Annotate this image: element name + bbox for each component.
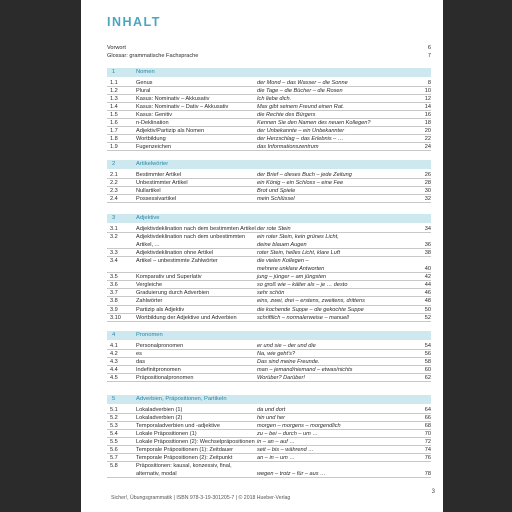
- entry-number: 5.3: [110, 422, 118, 429]
- entry-example: da und dort: [257, 406, 286, 413]
- toc-row[interactable]: [107, 454, 431, 462]
- entry-title: Possessivartikel: [136, 195, 177, 202]
- toc-row[interactable]: [107, 297, 431, 305]
- entry-number: 5.5: [110, 438, 118, 445]
- entry-page: 12: [424, 95, 431, 102]
- toc-row[interactable]: [107, 470, 431, 478]
- entry-page: 50: [424, 306, 431, 313]
- entry-number: 3.1: [110, 225, 118, 232]
- entry-example: Das sind meine Freunde.: [257, 358, 320, 365]
- entry-example: man – jemand/niemand – etwas/nichts: [257, 366, 353, 373]
- entry-page: 34: [424, 225, 431, 232]
- entry-page: 6: [427, 45, 431, 51]
- page-title: INHALT: [107, 15, 161, 29]
- entry-page: 48: [424, 298, 431, 305]
- entry-example: sehr schön: [257, 290, 285, 297]
- entry-example: ein König – ein Schloss – eine Fee: [257, 179, 344, 186]
- toc-row[interactable]: [107, 233, 431, 241]
- entry-number: 2.4: [110, 195, 118, 202]
- toc-row[interactable]: [107, 265, 431, 273]
- entry-number: 5.6: [110, 447, 118, 454]
- entry-page: 8: [427, 79, 431, 86]
- entry-title: Adjektivdeklination ohne Artikel: [136, 249, 214, 256]
- entry-example: schriftlich – normalerweise – manuell: [257, 314, 349, 321]
- entry-title: Kasus: Nominativ – Akkusativ: [136, 95, 210, 102]
- entry-example: mehrere unklare Antworten: [257, 266, 325, 273]
- toc-row[interactable]: [107, 306, 431, 314]
- entry-number: 5.1: [110, 406, 118, 413]
- entry-page: 36: [424, 241, 431, 248]
- entry-title: Adjektiv/Partizip als Nomen: [136, 128, 205, 135]
- entry-number: 1.8: [110, 136, 118, 143]
- toc-row[interactable]: [107, 430, 431, 438]
- toc-row[interactable]: [107, 406, 431, 414]
- entry-title: Kasus: Nominativ – Dativ – Akkusativ: [136, 103, 229, 110]
- entry-number: 5.8: [110, 463, 118, 470]
- entry-number: 3.10: [110, 314, 121, 321]
- section-header[interactable]: [107, 395, 431, 404]
- entry-title: Temporale Präpositionen (2): Zeitpunkt: [136, 455, 233, 462]
- entry-title: Kasus: Genitiv: [136, 111, 173, 118]
- entry-title: Genus: [136, 79, 153, 86]
- entry-example: mein Schlüssel: [257, 195, 295, 202]
- entry-page: 78: [424, 471, 431, 478]
- section-header[interactable]: [107, 214, 431, 223]
- entry-example: die Rechte des Bürgers: [257, 111, 316, 118]
- toc-row[interactable]: [107, 350, 431, 358]
- entry-example: an – in – um …: [257, 455, 295, 462]
- entry-example: Kennen Sie den Namen des neuen Kollegen?: [257, 120, 371, 127]
- section-3: [107, 214, 431, 322]
- toc-row[interactable]: [107, 79, 431, 87]
- entry-number: 3.4: [110, 257, 118, 264]
- entry-example: wegen – trotz – für – aus …: [257, 471, 326, 478]
- entry-title: Plural: [136, 87, 151, 94]
- entry-title: Adjektivdeklination nach dem bestimmten Artikel: [136, 225, 256, 232]
- entry-page: 16: [424, 111, 431, 118]
- entry-example: jung – jünger – am jüngsten: [257, 274, 327, 281]
- section-title: Nomen: [136, 69, 155, 75]
- toc-row[interactable]: [107, 95, 431, 103]
- entry-number: 5.7: [110, 455, 118, 462]
- toc-row[interactable]: [107, 195, 431, 203]
- entry-number: 3.5: [110, 274, 118, 281]
- entry-number: 2.2: [110, 179, 118, 186]
- entry-number: 5.4: [110, 430, 118, 437]
- entry-example: der Herzschlag – das Erlebnis – …: [257, 136, 344, 143]
- section-header[interactable]: [107, 331, 431, 340]
- section-5: [107, 395, 431, 478]
- toc-row[interactable]: [107, 281, 431, 289]
- entry-number: 3.9: [110, 306, 118, 313]
- entry-title: Nullartikel: [136, 187, 161, 194]
- entry-page: 32: [424, 195, 431, 202]
- entry-example: er und sie – der und die: [257, 342, 316, 349]
- toc-row[interactable]: [107, 241, 431, 249]
- entry-page: 76: [424, 455, 431, 462]
- toc-row[interactable]: [107, 257, 431, 265]
- entry-number: 3.7: [110, 290, 118, 297]
- entry-example: deine blauen Augen: [257, 241, 307, 248]
- section-number: 1: [112, 69, 116, 75]
- entry-title: Lokaladverbien (2): [136, 414, 183, 421]
- toc-row[interactable]: [107, 414, 431, 422]
- row-divider: [107, 321, 431, 322]
- entry-number: 3.3: [110, 249, 118, 256]
- toc-row[interactable]: [107, 119, 431, 127]
- entry-title: Komparativ und Superlativ: [136, 274, 202, 281]
- toc-row[interactable]: [107, 187, 431, 195]
- toc-row[interactable]: [107, 135, 431, 143]
- toc-row[interactable]: [107, 171, 431, 179]
- entry-number: 1.5: [110, 111, 118, 118]
- entry-title: das: [136, 358, 146, 365]
- entry-number: 2.3: [110, 187, 118, 194]
- entry-page: 58: [424, 358, 431, 365]
- toc-row[interactable]: [107, 422, 431, 430]
- row-divider: [107, 477, 431, 478]
- entry-title: alternativ, modal: [136, 471, 177, 478]
- entry-number: 3.2: [110, 233, 118, 240]
- entry-title: es: [136, 350, 142, 357]
- toc-row[interactable]: [107, 446, 431, 454]
- row-divider: [107, 202, 431, 203]
- section-number: 5: [112, 396, 116, 402]
- toc-row[interactable]: [107, 111, 431, 119]
- entry-title: Unbestimmter Artikel: [136, 179, 188, 186]
- toc-row[interactable]: [107, 314, 431, 322]
- intro-row[interactable]: [107, 52, 431, 60]
- entry-title: Indefinitpronomen: [136, 366, 181, 373]
- entry-title: n-Deklination: [136, 120, 169, 127]
- toc-row[interactable]: [107, 366, 431, 374]
- entry-title: Vergleiche: [136, 282, 163, 289]
- toc-row[interactable]: [107, 342, 431, 350]
- entry-title: Temporale Präpositionen (1): Zeitdauer: [136, 447, 234, 454]
- entry-title: Fugenzeichen: [136, 144, 172, 151]
- entry-page: 72: [424, 438, 431, 445]
- entry-example: Na, wie geht's?: [257, 350, 296, 357]
- entry-title: Lokale Präpositionen (2): Wechselpräpositionen: [136, 438, 255, 445]
- entry-number: 1.6: [110, 120, 118, 127]
- entry-example: das Informationszentrum: [257, 144, 319, 151]
- toc-row[interactable]: [107, 438, 431, 446]
- entry-title: Bestimmter Artikel: [136, 171, 182, 178]
- entry-page: 44: [424, 282, 431, 289]
- entry-title: Glossar: grammatische Fachsprache: [107, 53, 199, 60]
- entry-title: Lokaladverbien (1): [136, 406, 183, 413]
- entry-number: 1.3: [110, 95, 118, 102]
- entry-page: 42: [424, 274, 431, 281]
- entry-page: 56: [424, 350, 431, 357]
- entry-number: 4.5: [110, 374, 118, 381]
- entry-number: 3.6: [110, 282, 118, 289]
- entry-example: hin und her: [257, 414, 285, 421]
- entry-page: 60: [424, 366, 431, 373]
- entry-page: 28: [424, 179, 431, 186]
- entry-example: eins, zwei, drei – erstens, zweitens, drittens: [257, 298, 365, 305]
- entry-title: Wortbildung der Adjektive und Adverbien: [136, 314, 237, 321]
- toc-row[interactable]: [107, 289, 431, 297]
- toc-row[interactable]: [107, 374, 431, 382]
- toc-row[interactable]: [107, 179, 431, 187]
- entry-example: Max gibt seinem Freund einen Rat.: [257, 103, 345, 110]
- document-page: [81, 0, 443, 512]
- section-title: Adjektive: [136, 215, 160, 221]
- entry-example: seit – bis – während …: [257, 447, 314, 454]
- toc-row[interactable]: [107, 87, 431, 95]
- entry-example: der rote Stein: [257, 225, 291, 232]
- entry-page: 68: [424, 422, 431, 429]
- section-4: [107, 331, 431, 382]
- intro-list: [107, 44, 431, 60]
- entry-title: Temporaladverbien und -adjektive: [136, 422, 220, 429]
- entry-page: 66: [424, 414, 431, 421]
- entry-title: Vorwort: [107, 45, 126, 51]
- entry-page: 26: [424, 171, 431, 178]
- entry-page: 30: [424, 187, 431, 194]
- toc-row[interactable]: [107, 225, 431, 233]
- entry-page: 20: [424, 128, 431, 135]
- entry-page: 14: [424, 103, 431, 110]
- section-title: Adverbien, Präpositionen, Partikeln: [136, 396, 227, 402]
- entry-number: 3.8: [110, 298, 118, 305]
- entry-example: ein roter Stein, kein grünes Licht,: [257, 233, 339, 240]
- toc-row[interactable]: [107, 462, 431, 470]
- entry-title: Präpositionalpronomen: [136, 374, 194, 381]
- section-number: 2: [112, 161, 116, 167]
- entry-example: der Brief – dieses Buch – jede Zeitung: [257, 171, 352, 178]
- entry-number: 5.2: [110, 414, 118, 421]
- row-divider: [107, 381, 431, 382]
- entry-title: Artikel – unbestimmte Zahlwörter: [136, 257, 218, 264]
- entry-page: 54: [424, 342, 431, 349]
- entry-example: so groß wie – kälter als – je … desto: [257, 282, 348, 289]
- toc-row[interactable]: [107, 273, 431, 281]
- entry-page: 62: [424, 374, 431, 381]
- entry-number: 1.9: [110, 144, 118, 151]
- entry-number: 4.1: [110, 342, 118, 349]
- entry-page: 7: [427, 53, 431, 60]
- entry-title: Zahlwörter: [136, 298, 163, 305]
- entry-page: 38: [424, 249, 431, 256]
- entry-example: morgen – morgens – morgendlich: [257, 422, 341, 429]
- entry-example: Worüber? Darüber!: [257, 374, 305, 381]
- section-2: [107, 160, 431, 203]
- entry-example: die Tage – die Bücher – die Rosen: [257, 87, 343, 94]
- section-title: Artikelwörter: [136, 161, 169, 167]
- entry-number: 1.4: [110, 103, 118, 110]
- entry-number: 4.2: [110, 350, 118, 357]
- entry-page: 52: [424, 314, 431, 321]
- toc-row[interactable]: [107, 103, 431, 111]
- page-footer: Sicher!, Übungsgrammatik | ISBN 978-3-19-301205-7 | © 2018 Hueber-Verlag: [111, 495, 291, 501]
- entry-title: Personalpronomen: [136, 342, 184, 349]
- entry-title: Partizip als Adjektiv: [136, 306, 185, 313]
- entry-example: roter Stein, helles Licht, klare Luft: [257, 249, 341, 256]
- section-number: 4: [112, 332, 116, 338]
- entry-example: Brot und Spiele: [257, 187, 296, 194]
- toc-row[interactable]: [107, 143, 431, 151]
- entry-title: Graduierung durch Adverbien: [136, 290, 210, 297]
- toc-row[interactable]: [107, 358, 431, 366]
- entry-number: 4.3: [110, 358, 118, 365]
- entry-page: 24: [424, 144, 431, 151]
- entry-page: 18: [424, 120, 431, 127]
- entry-example: die vielen Kollegen –: [257, 257, 309, 264]
- entry-example: zu – bei – durch – um …: [257, 430, 318, 437]
- entry-title: Präpositionen: kausal, konzessiv, final,: [136, 463, 232, 470]
- entry-title: Lokale Präpositionen (1): [136, 430, 197, 437]
- entry-page: 70: [424, 430, 431, 437]
- section-title: Pronomen: [136, 332, 163, 338]
- entry-example: der Unbekannte – ein Unbekannter: [257, 128, 345, 135]
- entry-number: 1.7: [110, 128, 118, 135]
- entry-number: 1.2: [110, 87, 118, 94]
- entry-number: 2.1: [110, 171, 118, 178]
- section-number: 3: [112, 215, 116, 221]
- entry-example: die kochende Suppe – die gekochte Suppe: [257, 306, 364, 313]
- toc-row[interactable]: [107, 249, 431, 257]
- entry-example: der Mond – das Wasser – die Sonne: [257, 79, 348, 86]
- entry-page: 40: [424, 266, 431, 273]
- entry-title: Adjektivdeklination nach dem unbestimmten: [136, 233, 246, 240]
- entry-page: 46: [424, 290, 431, 297]
- entry-example: Ich liebe dich.: [257, 95, 292, 102]
- entry-page: 64: [424, 406, 431, 413]
- toc-row[interactable]: [107, 127, 431, 135]
- entry-page: 74: [424, 447, 431, 454]
- intro-row[interactable]: [107, 44, 431, 52]
- entry-title: Wortbildung: [136, 136, 166, 143]
- entry-page: 22: [424, 136, 431, 143]
- section-1: [107, 68, 431, 151]
- entry-title: Artikel, ...: [136, 241, 160, 248]
- row-divider: [107, 150, 431, 151]
- entry-example: in – an – auf …: [257, 438, 295, 445]
- entry-number: 1.1: [110, 79, 118, 86]
- page-number: 3: [431, 489, 435, 495]
- section-header[interactable]: [107, 68, 431, 77]
- section-header[interactable]: [107, 160, 431, 169]
- entry-number: 4.4: [110, 366, 118, 373]
- entry-page: 10: [424, 87, 431, 94]
